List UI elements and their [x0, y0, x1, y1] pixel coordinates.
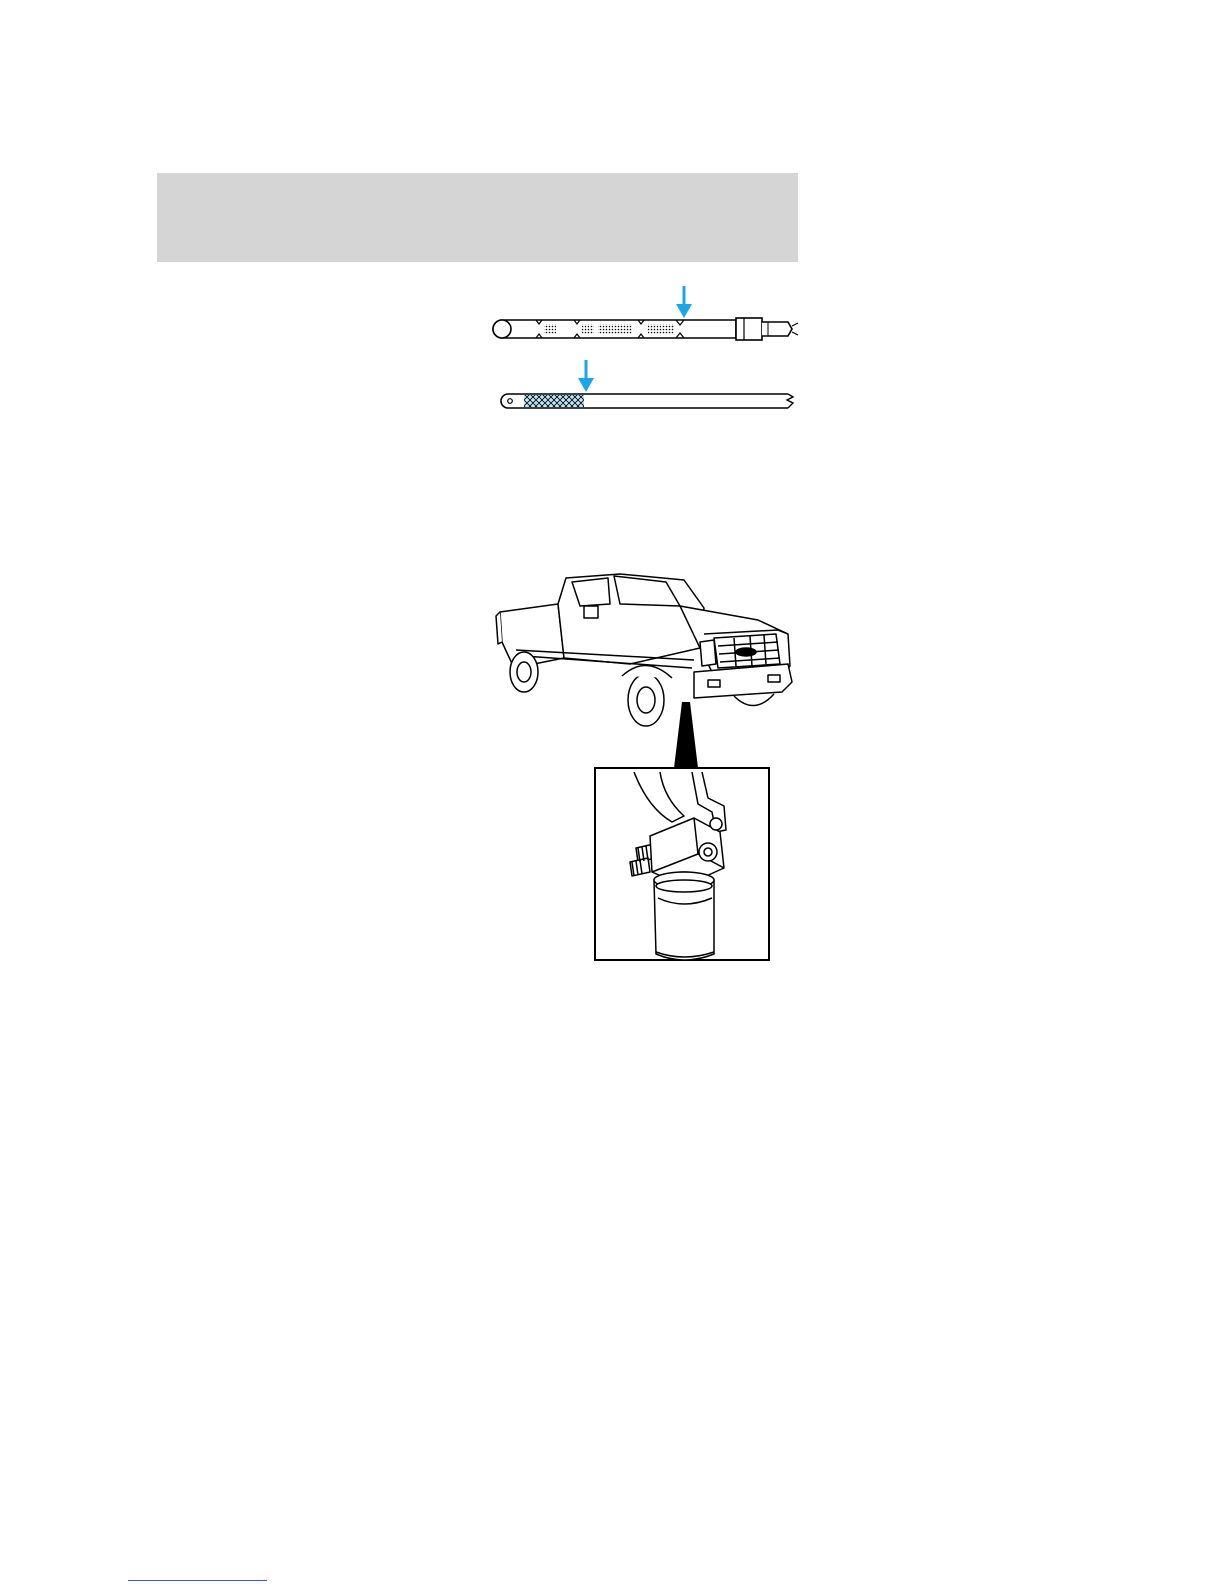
pickup-truck-icon: [496, 574, 792, 726]
lower-level-arrow-icon: [578, 360, 594, 392]
fuel-filter-inset: [595, 768, 769, 960]
lower-dipstick: [501, 394, 793, 408]
callout-pointer: [674, 702, 698, 768]
dipstick-illustration: [488, 280, 800, 418]
chapter-header-band: [157, 173, 798, 262]
upper-level-arrow-icon: [676, 286, 692, 318]
upper-dipstick: [493, 318, 798, 340]
dipstick-figure: [488, 280, 800, 418]
truck-illustration: [488, 568, 800, 964]
truck-fuel-filter-figure: [488, 568, 800, 964]
footer-rule: [128, 1580, 267, 1581]
